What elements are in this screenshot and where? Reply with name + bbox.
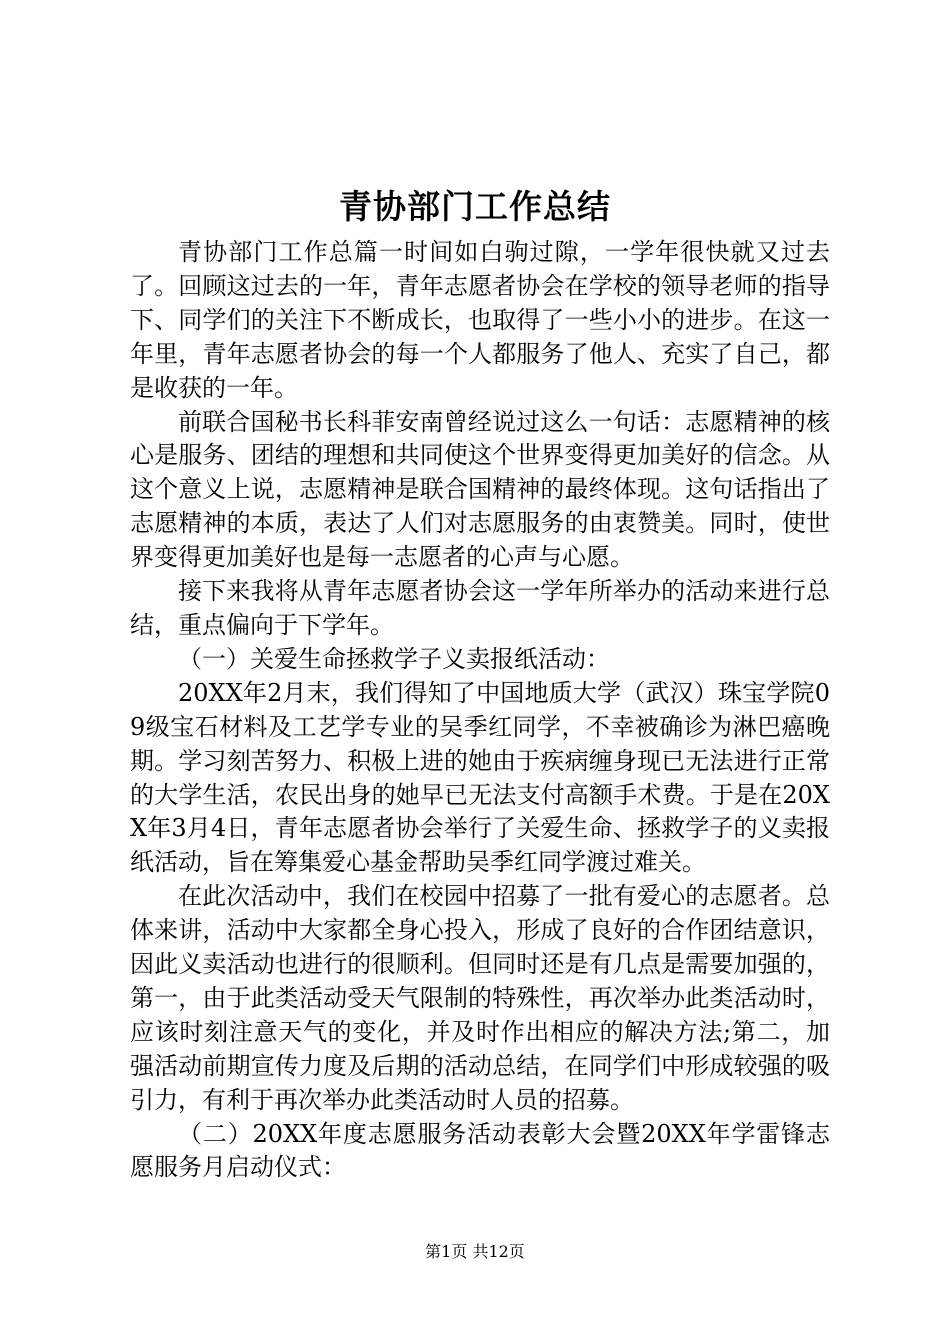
- page-number-footer: 第1页 共12页: [425, 1242, 525, 1261]
- document-body: [130, 236, 830, 1185]
- document-title: 青协部门工作总结: [339, 187, 611, 226]
- paragraph-1: 青协部门工作总篇一时间如白驹过隙，一学年很快就又过去了。回顾这过去的一年，青年志愿者协会在学校的领导老师的指导下、同学们的关注下不断成长，也取得了一些小小的进步。在这一年里，青年志愿者协会的每一个人都服务了他人、充实了自己，都是收获的一年。: [130, 238, 830, 402]
- paragraph-4: 20XX年2月末，我们得知了中国地质大学（武汉）珠宝学院09级宝石材料及工艺学专业的吴季红同学，不幸被确诊为淋巴癌晚期。学习刻苦努力、积极上进的她由于疾病缠身现已无法进行正常的大学生活，农民出身的她早已无法支付高额手术费。于是在20XX年3月4日，青年志愿者协会举行了关爱生命、拯救学子的义卖报纸活动，旨在筹集爱心基金帮助吴季红同学渡过难关。: [130, 678, 830, 877]
- section-heading-1: （一）关爱生命拯救学子义卖报纸活动：: [178, 644, 610, 673]
- section-heading-2: （二）20XX年度志愿服务活动表彰大会暨20XX年学雷锋志愿服务月启动仪式：: [130, 1119, 830, 1182]
- paragraph-3: 接下来我将从青年志愿者协会这一学年所举办的活动来进行总结，重点偏向于下学年。: [130, 577, 830, 639]
- paragraph-2: 前联合国秘书长科菲安南曾经说过这么一句话：志愿精神的核心是服务、团结的理想和共同使这个世界变得更加美好的信念。从这个意义上说，志愿精神是联合国精神的最终体现。这句话指出了志愿精神的本质，表达了人们对志愿服务的由衷赞美。同时，使世界变得更加美好也是每一志愿者的心声与心愿。: [130, 407, 830, 572]
- paragraph-5: 在此次活动中，我们在校园中招募了一批有爱心的志愿者。总体来讲，活动中大家都全身心投入，形成了良好的合作团结意识，因此义卖活动也进行的很顺利。但同时还是有几点是需要加强的，第一，由于此类活动受天气限制的特殊性，再次举办此类活动时，应该时刻注意天气的变化，并及时作出相应的解决方法;第二，加强活动前期宣传力度及后期的活动总结，在同学们中形成较强的吸引力，有利于再次举办此类活动时人员的招募。: [130, 882, 830, 1114]
